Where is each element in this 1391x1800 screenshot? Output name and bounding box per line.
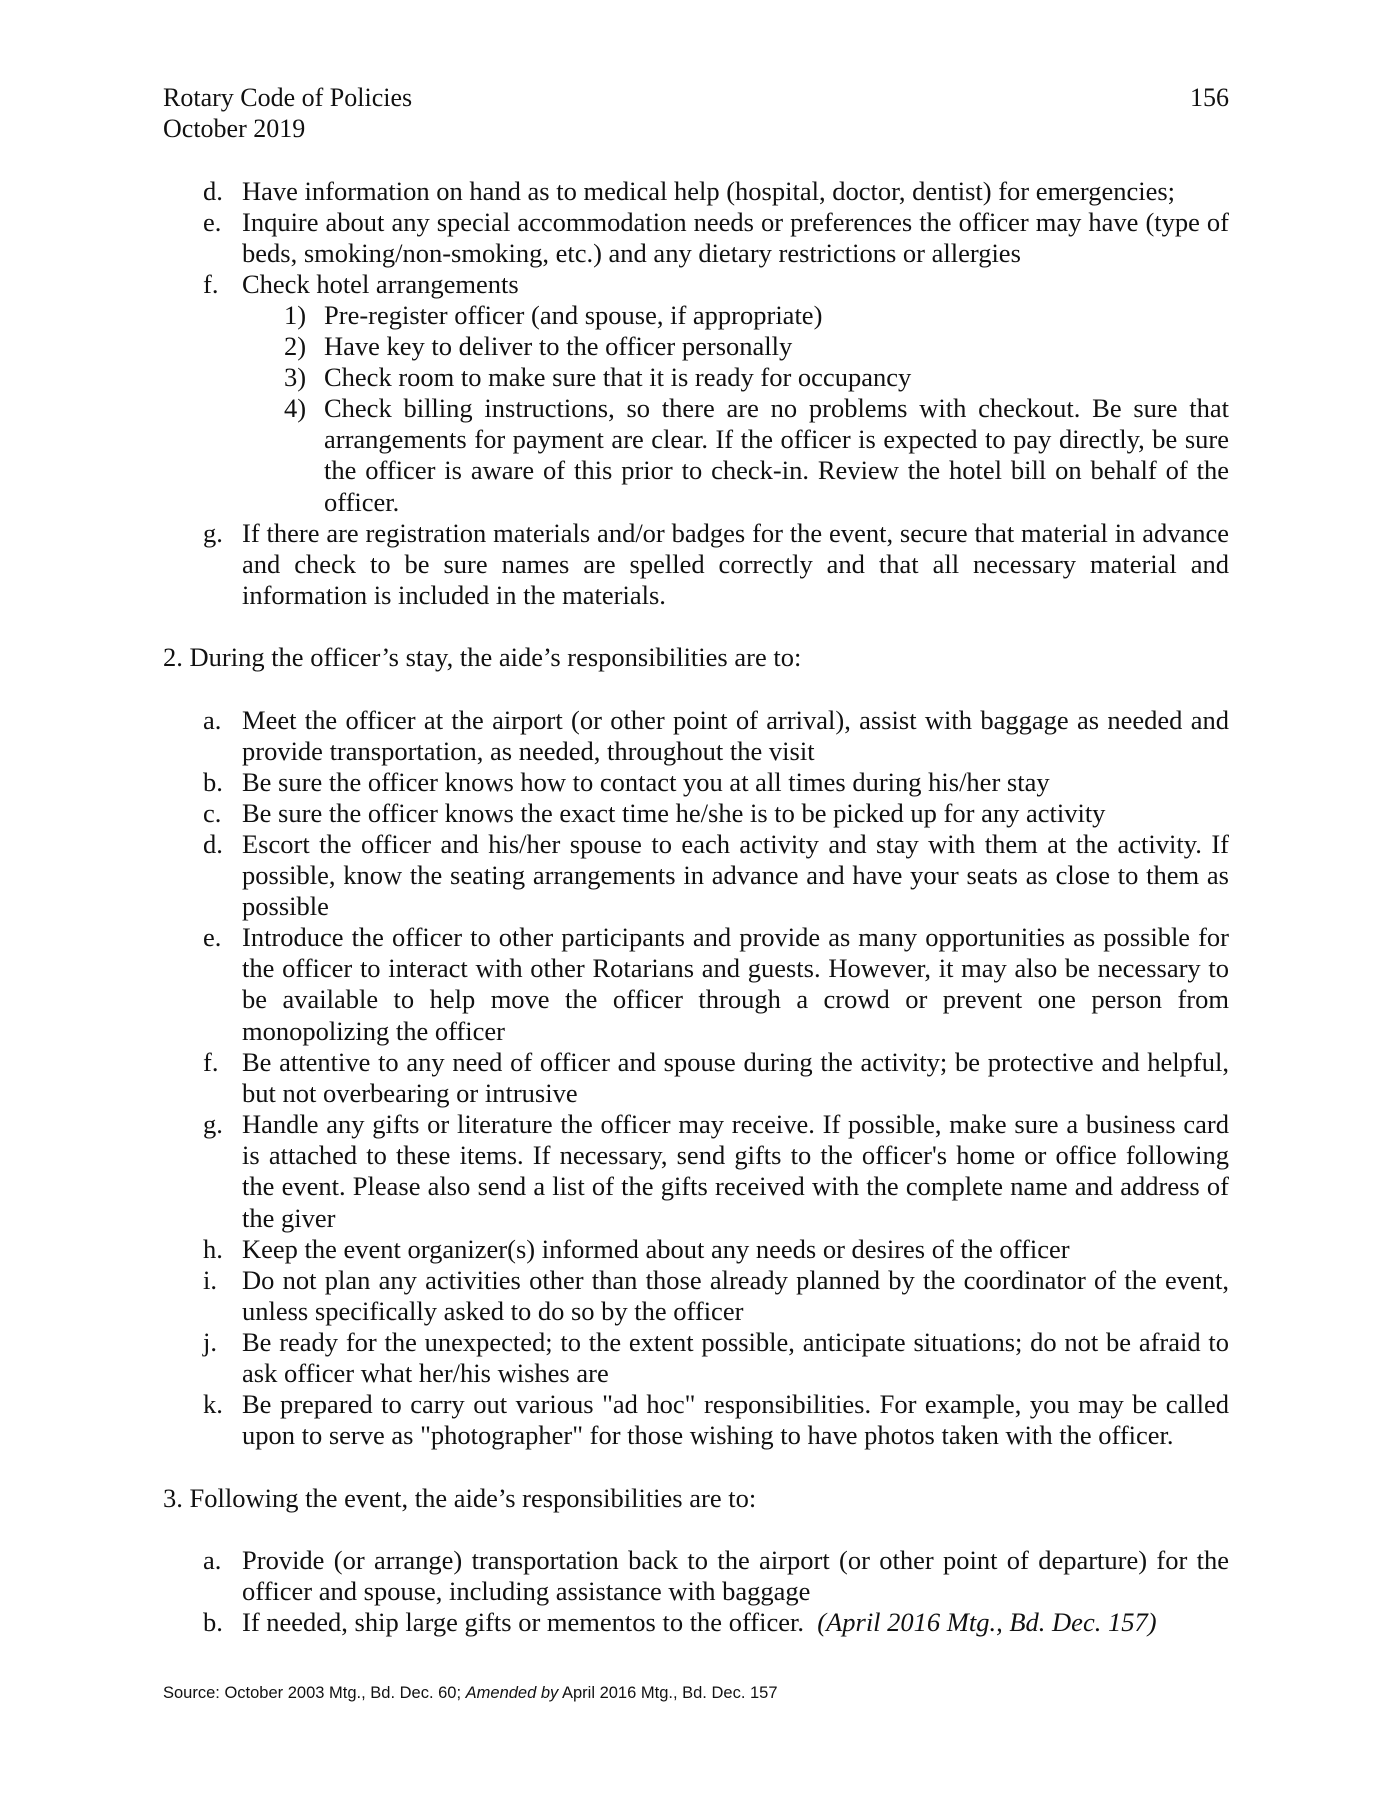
list-item-text: Do not plan any activities other than those already planned by the coordinator of the event, unless specifically asked to do so by the officer bbox=[242, 1265, 1229, 1327]
list-item bbox=[203, 269, 1229, 300]
list-item-text: Have information on hand as to medical help (hospital, doctor, dentist) for emergencies; bbox=[242, 176, 1176, 206]
list-item-text: Meet the officer at the airport (or other point of arrival), assist with baggage as needed and provide transportation, as needed, throughout the visit bbox=[242, 705, 1229, 767]
list-item-label: g. bbox=[203, 1109, 223, 1139]
list-item-text: Check hotel arrangements bbox=[242, 269, 519, 299]
sub-list-item bbox=[284, 362, 1229, 393]
list-item-label: d. bbox=[203, 176, 223, 206]
document-title: Rotary Code of Policies bbox=[163, 83, 413, 112]
list-item-label: k. bbox=[203, 1389, 223, 1419]
list-item bbox=[203, 176, 1229, 207]
list-item-label: f. bbox=[203, 269, 219, 299]
list-item bbox=[203, 829, 1229, 923]
list-item-label: b. bbox=[203, 767, 223, 797]
sub-list-item-text: Have key to deliver to the officer personally bbox=[324, 331, 793, 361]
list-item-text: Be ready for the unexpected; to the extent possible, anticipate situations; do not be afraid to ask officer what her/his wishes are bbox=[242, 1327, 1229, 1389]
source-suffix: April 2016 Mtg., Bd. Dec. 157 bbox=[558, 1684, 778, 1702]
sub-list-item-text: Check room to make sure that it is ready for occupancy bbox=[324, 362, 912, 392]
list-item-text: Keep the event organizer(s) informed about any needs or desires of the officer bbox=[242, 1234, 1070, 1264]
list-item bbox=[203, 705, 1229, 767]
sub-list-item bbox=[284, 300, 1229, 331]
source-prefix: Source: October 2003 Mtg., Bd. Dec. 60; bbox=[163, 1684, 466, 1702]
list-item bbox=[203, 518, 1229, 612]
list-item-label: b. bbox=[203, 1607, 223, 1637]
list-item-label: i. bbox=[203, 1265, 217, 1295]
document-date: October 2019 bbox=[163, 114, 306, 143]
list-item-label: a. bbox=[203, 1545, 222, 1575]
list-item bbox=[203, 767, 1229, 798]
list-item-text: Handle any gifts or literature the officer may receive. If possible, make sure a business card is attached to these items. If necessary, send gifts to the officer's home or office following the event. Please also send a list of the gifts received with the complete name and address of the giver bbox=[242, 1109, 1229, 1233]
list-item-label: e. bbox=[203, 207, 222, 237]
list-item-label: f. bbox=[203, 1047, 219, 1077]
list-item bbox=[203, 1047, 1229, 1109]
list-item-text: Inquire about any special accommodation needs or preferences the officer may have (type of beds, smoking/non-smoking, etc.) and any dietary restrictions or allergies bbox=[242, 207, 1229, 269]
page-number: 156 bbox=[1190, 83, 1229, 112]
list-item bbox=[203, 922, 1229, 1047]
sub-list-item-label: 1) bbox=[284, 300, 307, 330]
sub-list-item-label: 4) bbox=[284, 393, 307, 423]
list-item-text: Be prepared to carry out various "ad hoc" responsibilities. For example, you may be called upon to serve as "photographer" for those wishing to have photos taken with the officer. bbox=[242, 1389, 1229, 1451]
list-item-text: Introduce the officer to other participants and provide as many opportunities as possible for the officer to interact with other Rotarians and guests. However, it may also be necessary to be available to help move the officer through a crowd or prevent one person from monopolizing the officer bbox=[242, 922, 1229, 1046]
section-heading: 2. During the officer’s stay, the aide’s responsibilities are to: bbox=[163, 642, 802, 672]
list-item bbox=[203, 798, 1229, 829]
list-item bbox=[203, 1545, 1229, 1607]
list-item-text: Provide (or arrange) transportation back to the airport (or other point of departure) for the officer and spouse, including assistance with baggage bbox=[242, 1545, 1229, 1607]
list-item-text: Be attentive to any need of officer and spouse during the activity; be protective and helpful, but not overbearing or intrusive bbox=[242, 1047, 1229, 1109]
list-item-label: c. bbox=[203, 798, 222, 828]
source-note bbox=[163, 1683, 778, 1703]
sub-list-item-text: Pre-register officer (and spouse, if appropriate) bbox=[324, 300, 823, 330]
sub-list-item bbox=[284, 331, 1229, 362]
list-item-text: Escort the officer and his/her spouse to each activity and stay with them at the activity. If possible, know the seating arrangements in advance and have your seats as close to them as possible bbox=[242, 829, 1229, 922]
list-item bbox=[203, 1109, 1229, 1234]
list-item-label: d. bbox=[203, 829, 223, 859]
list-item-text: If there are registration materials and/or badges for the event, secure that material in advance and check to be sure names are spelled correctly and that all necessary material and information is included in the materials. bbox=[242, 518, 1229, 611]
sub-list-item-label: 3) bbox=[284, 362, 307, 392]
list-item bbox=[203, 207, 1229, 269]
list-item bbox=[203, 1265, 1229, 1327]
sub-list-item-text: Check billing instructions, so there are no problems with checkout. Be sure that arrangements for payment are clear. If the officer is expected to pay directly, be sure the officer is aware of this prior to check-in. Review the hotel bill on behalf of the officer. bbox=[324, 393, 1229, 517]
list-item-label: g. bbox=[203, 518, 223, 548]
source-amended-by: Amended by bbox=[465, 1684, 559, 1702]
section-heading: 3. Following the event, the aide’s responsibilities are to: bbox=[163, 1483, 757, 1513]
sub-list-item bbox=[284, 393, 1229, 518]
list-item-label: a. bbox=[203, 705, 222, 735]
list-item-label: h. bbox=[203, 1234, 223, 1264]
list-item bbox=[203, 1327, 1229, 1389]
list-item-text: Be sure the officer knows the exact time he/she is to be picked up for any activity bbox=[242, 798, 1106, 828]
list-item bbox=[203, 1389, 1229, 1451]
list-item-text: If needed, ship large gifts or mementos to the officer. bbox=[242, 1607, 804, 1637]
list-item-label: e. bbox=[203, 922, 222, 952]
list-item-label: j. bbox=[203, 1327, 217, 1357]
sub-list-item-label: 2) bbox=[284, 331, 307, 361]
list-item bbox=[203, 1234, 1229, 1265]
list-item bbox=[203, 1607, 1229, 1638]
list-item-text: Be sure the officer knows how to contact you at all times during his/her stay bbox=[242, 767, 1050, 797]
citation: (April 2016 Mtg., Bd. Dec. 157) bbox=[817, 1607, 1157, 1637]
